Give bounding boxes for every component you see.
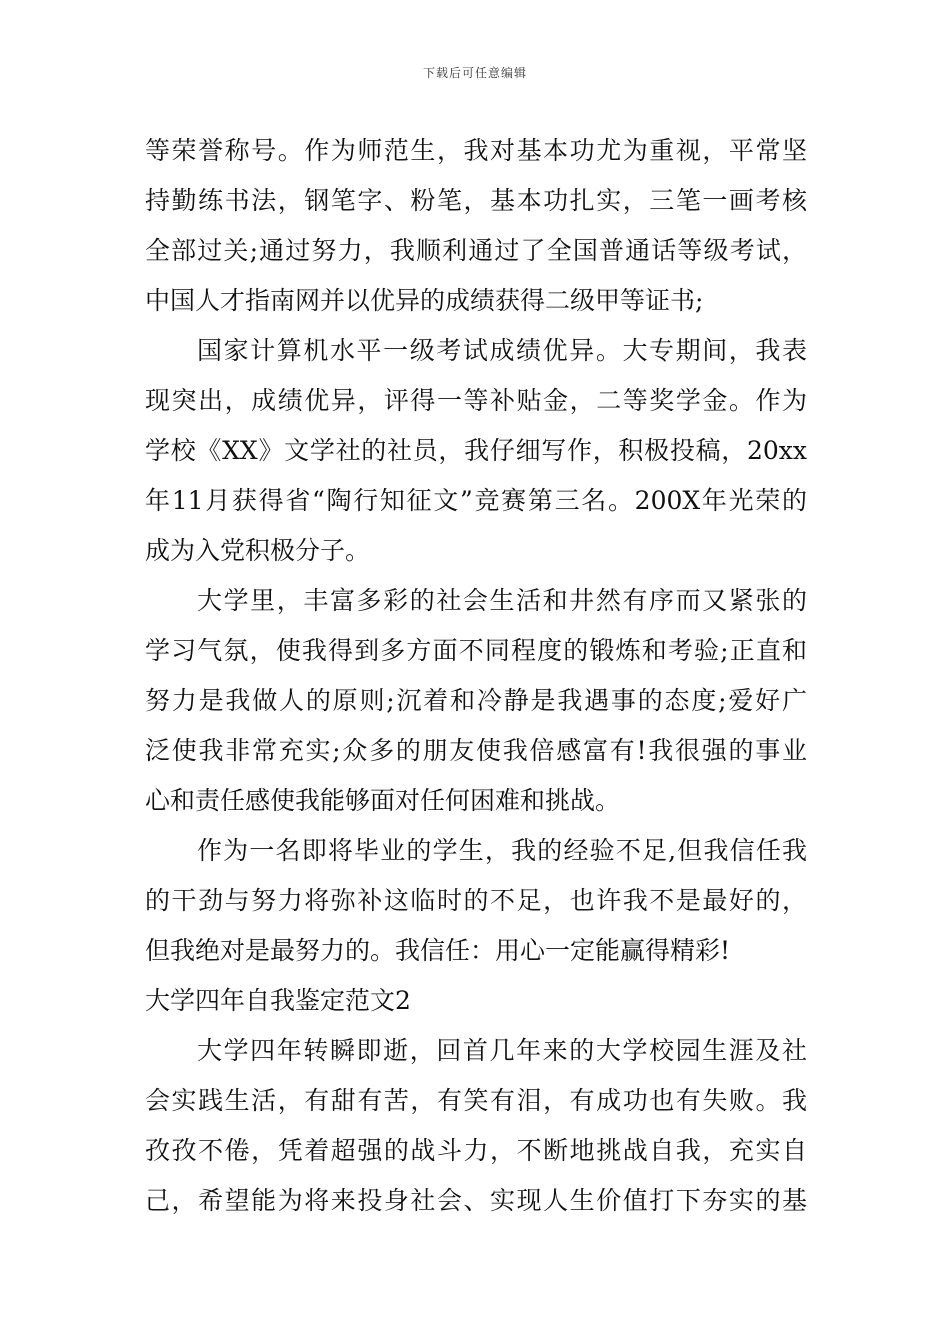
document-body [145, 126, 807, 1226]
text-line: 但我绝对是最努力的。我信任：用心一定能赢得精彩! [145, 936, 731, 965]
text-line: 学校《XX》文学社的社员，我仔细写作，积极投稿，20xx [145, 436, 807, 465]
text-line: 年11月获得省“陶行知征文”竞赛第三名。200X年光荣的 [145, 486, 807, 515]
text-line: 学习气氛，使我得到多方面不同程度的锻炼和考验;正直和 [145, 636, 807, 665]
text-line: 大学四年转瞬即逝，回首几年来的大学校园生涯及社 [197, 1036, 807, 1065]
text-line: 孜孜不倦，凭着超强的战斗力，不断地挑战自我，充实自 [145, 1136, 807, 1165]
text-line: 泛使我非常充实;众多的朋友使我倍感富有!我很强的事业 [145, 736, 807, 765]
text-line: 努力是我做人的原则;沉着和冷静是我遇事的态度;爱好广 [145, 686, 807, 715]
text-line: 心和责任感使我能够面对任何困难和挑战。 [145, 786, 621, 815]
text-line: 大学里，丰富多彩的社会生活和井然有序而又紧张的 [197, 586, 807, 615]
text-line: 己，希望能为将来投身社会、实现人生价值打下夯实的基 [145, 1186, 807, 1215]
text-line: 会实践生活，有甜有苦，有笑有泪，有成功也有失败。我 [145, 1086, 807, 1115]
text-line: 持勤练书法，钢笔字、粉笔，基本功扎实，三笔一画考核 [145, 186, 807, 215]
page-header: 下载后可任意编辑 [422, 66, 527, 80]
text-line: 国家计算机水平一级考试成绩优异。大专期间，我表 [197, 336, 807, 365]
text-line: 作为一名即将毕业的学生，我的经验不足,但我信任我 [197, 836, 807, 865]
text-line: 现突出，成绩优异，评得一等补贴金，二等奖学金。作为 [145, 386, 807, 415]
section-heading: 大学四年自我鉴定范文2 [145, 986, 411, 1015]
text-line: 成为入党积极分子。 [145, 536, 371, 565]
text-line: 全部过关;通过努力，我顺利通过了全国普通话等级考试， [145, 236, 807, 265]
text-line: 等荣誉称号。作为师范生，我对基本功尤为重视，平常坚 [145, 136, 807, 165]
text-line: 的干劲与努力将弥补这临时的不足，也许我不是最好的， [145, 886, 807, 915]
text-line: 中国人才指南网并以优异的成绩获得二级甲等证书; [145, 286, 704, 315]
